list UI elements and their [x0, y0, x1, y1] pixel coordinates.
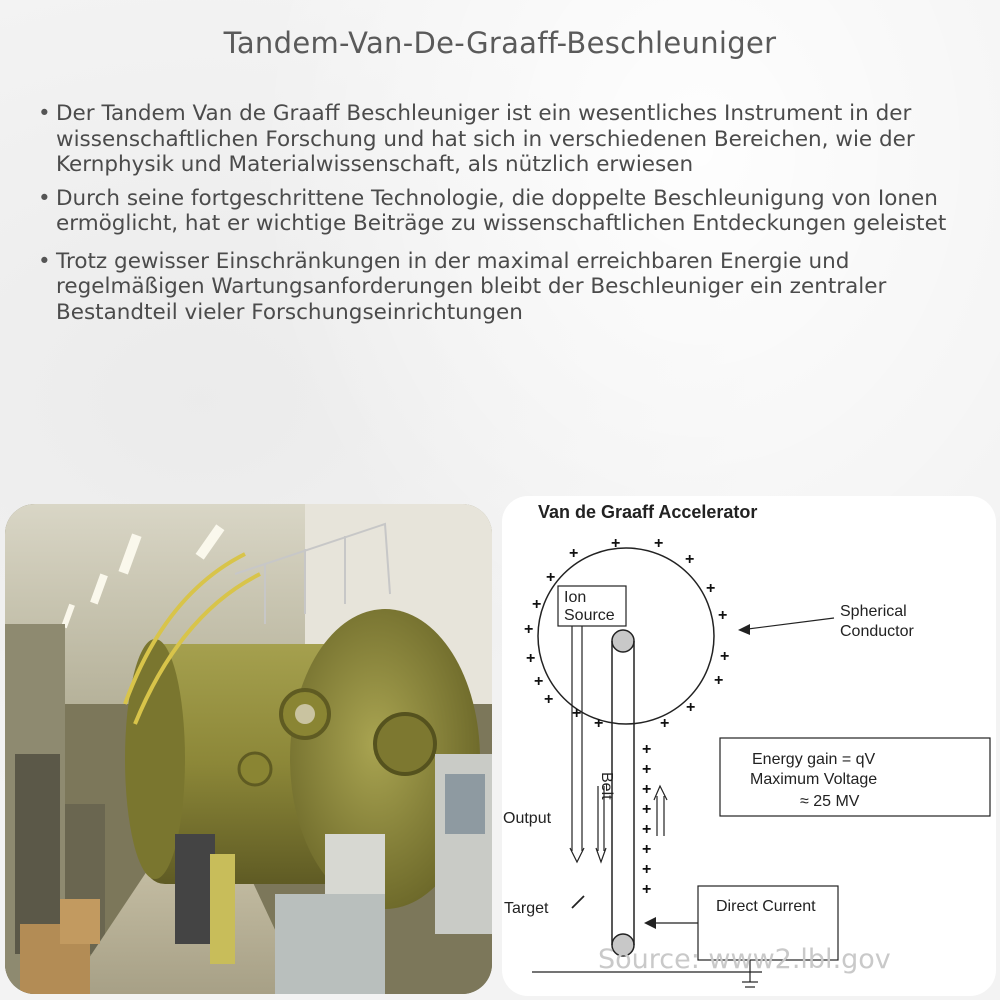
plus-sign: + — [642, 841, 652, 858]
plus-sign: + — [642, 801, 652, 818]
plus-sign: + — [642, 741, 652, 758]
plus-sign: + — [714, 672, 724, 689]
plus-sign: + — [642, 861, 652, 878]
diagram-title: Van de Graaff Accelerator — [538, 502, 758, 522]
top-pulley — [612, 630, 634, 652]
diagram-card — [502, 496, 996, 996]
plus-sign: + — [720, 648, 730, 665]
direct-current-label: Direct Current — [716, 898, 816, 915]
ion-source-label-2: Source — [564, 607, 615, 624]
plus-sign: + — [642, 781, 652, 798]
current-arrow-head — [644, 917, 656, 929]
plus-sign: + — [534, 673, 544, 690]
plus-sign: + — [642, 881, 652, 898]
spherical-conductor-label-1: Spherical — [840, 603, 907, 620]
plus-sign: + — [685, 551, 695, 568]
bullet-item: • Der Tandem Van de Graaff Beschleuniger ist ein wesentliches Instrument in der wissenschaftlichen Forschung und hat sich in verschiedenen Bereichen, wie der Kernphysik und Materialwissenschaft, als nützlich erwiesen — [36, 101, 976, 178]
plus-sign: + — [642, 821, 652, 838]
plus-sign: + — [706, 580, 716, 597]
plus-sign: + — [569, 545, 579, 562]
output-label: Output — [503, 810, 552, 827]
bullet-item: • Durch seine fortgeschrittene Technologie, die doppelte Beschleunigung von Ionen ermöglicht, hat er wichtige Beiträge zu wissenschaftlichen Entdeckungen geleistet — [36, 186, 976, 237]
spherical-conductor-label-2: Conductor — [840, 623, 914, 640]
plus-sign: + — [642, 761, 652, 778]
spherical-arrow-head — [738, 624, 750, 635]
bullet-item: • Trotz gewisser Einschränkungen in der maximal erreichbaren Energie und regelmäßigen Wartungsanforderungen bleibt der Beschleuniger ein zentraler Bestandteil vieler Forschungseinrichtungen — [36, 249, 976, 326]
belt-label: Belt — [598, 772, 615, 800]
plus-sign: + — [532, 596, 542, 613]
target-label: Target — [504, 900, 549, 917]
plus-sign: + — [686, 699, 696, 716]
accelerator-photo — [5, 504, 492, 994]
accelerator-photo-illustration — [5, 504, 492, 994]
plus-sign: + — [611, 535, 621, 552]
source-credit: Source: www2.lbl.gov — [598, 944, 891, 975]
plus-sign: + — [572, 705, 582, 722]
belt-up-arrow-head — [654, 786, 667, 800]
plus-sign: + — [524, 621, 534, 638]
charge-signs — [524, 535, 729, 898]
bullet-list — [36, 101, 976, 333]
voltage-value-text: ≈ 25 MV — [800, 793, 860, 810]
page-title: Tandem-Van-De-Graaff-Beschleuniger — [223, 26, 777, 60]
plus-sign: + — [654, 535, 664, 552]
plus-sign: + — [544, 691, 554, 708]
energy-gain-text: Energy gain = qV — [752, 751, 876, 768]
plus-sign: + — [718, 607, 728, 624]
plus-sign: + — [546, 569, 556, 586]
spherical-arrow — [740, 618, 834, 630]
maximum-voltage-text: Maximum Voltage — [750, 771, 878, 788]
van-de-graaff-diagram — [502, 496, 996, 996]
target-marker — [572, 896, 584, 908]
plus-sign: + — [660, 715, 670, 732]
plus-sign: + — [594, 715, 604, 732]
plus-sign: + — [526, 650, 536, 667]
ion-source-label-1: Ion — [564, 589, 587, 606]
